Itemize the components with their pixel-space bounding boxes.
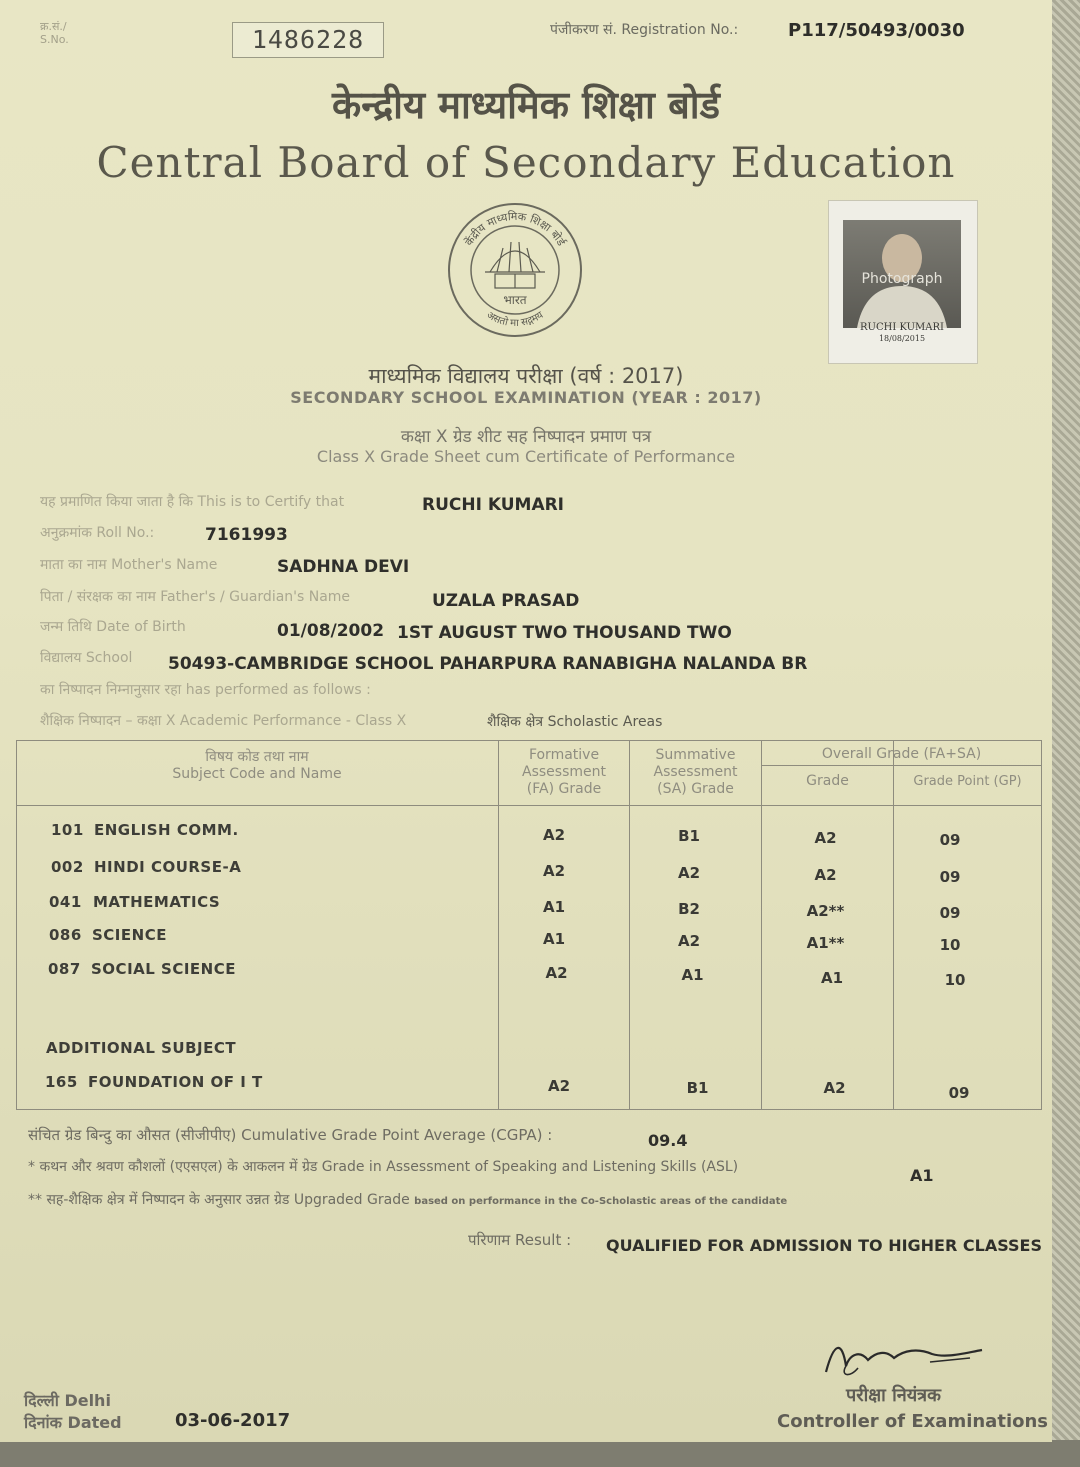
mother-name: SADHNA DEVI [277, 557, 410, 577]
table-row-fa: A1 [542, 898, 566, 916]
page-edge-border [1050, 0, 1080, 1467]
exam-title-english: SECONDARY SCHOOL EXAMINATION (YEAR : 2017) [290, 388, 762, 407]
table-row-grade: A2** [806, 902, 845, 920]
table-row-sa: B1 [686, 1079, 709, 1097]
table-row-sa: B1 [678, 827, 700, 845]
header-grade-point: Grade Point (GP) [913, 774, 1022, 789]
asl-grade: A1 [910, 1166, 934, 1185]
header-subject [97, 749, 417, 783]
upgraded-row [28, 1190, 787, 1209]
table-row-sa: B2 [678, 900, 700, 918]
header-fa-line3: (FA) Grade [526, 781, 602, 797]
table-row-code: 041 [49, 893, 82, 911]
controller-signature [820, 1332, 990, 1382]
table-row-gp: 09 [939, 904, 961, 922]
dob-value: 01/08/2002 [277, 621, 385, 641]
table-row-code: 101 [51, 821, 84, 839]
table-row-sa: A2 [677, 864, 701, 882]
table-row-fa: A2 [542, 862, 566, 880]
table-header-divider [17, 805, 1041, 806]
dated-row [24, 1411, 122, 1433]
cgpa-value: 09.4 [648, 1131, 688, 1150]
exam-title-hindi: माध्यमिक विद्यालय परीक्षा (वर्ष : 2017) [368, 364, 684, 388]
header-grade: Grade [806, 773, 849, 789]
dated-hindi: दिनांक [24, 1413, 62, 1432]
roll-number: 7161993 [205, 525, 288, 545]
school-label: विद्यालय School [40, 650, 133, 666]
emblem-center-text: भारत [503, 293, 527, 307]
table-row-gp: 10 [939, 936, 961, 954]
asl-label: कथन और श्रवण कौशलों (एएसएल) के आकलन में ग्रेड Grade in Assessment of Speaking and Listening Skills (ASL) [39, 1159, 739, 1175]
controller-hindi: परीक्षा नियंत्रक [846, 1385, 941, 1406]
header-sa-line3: (SA) Grade [657, 781, 734, 797]
issue-date: 03-06-2017 [175, 1410, 291, 1431]
table-row-fa: A2 [542, 826, 566, 844]
place-row [24, 1389, 111, 1411]
table-divider [761, 741, 762, 1109]
father-name: UZALA PRASAD [432, 591, 580, 611]
table-row-subject: SOCIAL SCIENCE [91, 960, 236, 978]
certificate-title-english: Class X Grade Sheet cum Certificate of Performance [316, 447, 736, 466]
emblem-top-text: केंद्रीय माध्यमिक शिक्षा बोर्ड [462, 209, 568, 249]
table-row-code: 086 [49, 926, 82, 944]
table-row-gp: 09 [939, 831, 961, 849]
cbse-emblem [445, 200, 585, 340]
result-label: परिणाम Result : [468, 1231, 572, 1249]
table-row-sa: A1 [681, 966, 704, 984]
header-subject-english: Subject Code and Name [172, 766, 342, 782]
dob-label: जन्म तिथि Date of Birth [40, 619, 186, 635]
place-english: Delhi [64, 1391, 111, 1410]
table-row-code: 165 [45, 1073, 78, 1091]
asl-mark: * [28, 1159, 35, 1175]
performed-label: का निष्पादन निम्नानुसार रहा has performed as follows : [40, 682, 371, 698]
candidate-name: RUCHI KUMARI [422, 495, 565, 515]
upgraded-note: based on performance in the Co-Scholastic areas of the candidate [414, 1196, 788, 1207]
table-row-subject: HINDI COURSE-A [94, 858, 242, 876]
table-row-subject: SCIENCE [92, 926, 167, 944]
table-row-subject: FOUNDATION OF I T [88, 1073, 263, 1091]
table-row-fa: A2 [545, 964, 568, 982]
header-sa [630, 747, 761, 798]
table-subheader-divider [761, 765, 1041, 766]
cgpa-label: संचित ग्रेड बिन्दु का औसत (सीजीपीए) Cumulative Grade Point Average (CGPA) : [28, 1126, 553, 1144]
header-fa [499, 747, 629, 798]
academic-label: शैक्षिक निष्पादन – कक्षा X Academic Performance - Class X [40, 713, 407, 729]
school-name: 50493-CAMBRIDGE SCHOOL PAHARPURA RANABIGHA NALANDA BR [168, 654, 808, 674]
controller-english: Controller of Examinations [777, 1411, 1049, 1432]
table-row-gp: 10 [944, 971, 966, 989]
registration-label: पंजीकरण सं. Registration No.: [550, 22, 739, 38]
table-row-grade: A2 [823, 1079, 846, 1097]
dated-english: Dated [67, 1413, 122, 1432]
asl-row [28, 1157, 738, 1176]
mother-label: माता का नाम Mother's Name [40, 557, 218, 573]
place-hindi: दिल्ली [24, 1391, 59, 1410]
table-row-grade: A2 [814, 866, 837, 884]
emblem-bottom-text: असतो मा सद्गमय [484, 309, 546, 330]
candidate-photo [843, 220, 961, 328]
scholastic-label: शैक्षिक क्षेत्र Scholastic Areas [487, 714, 663, 730]
serial-number: 1486228 [232, 22, 384, 58]
grades-table [16, 740, 1042, 1110]
serial-label-hi: क्र.सं./ [40, 20, 67, 33]
photo-name: RUCHI KUMARI [860, 322, 944, 333]
table-row-grade: A1** [806, 934, 845, 952]
registration-number: P117/50493/0030 [788, 20, 965, 41]
table-row-grade: A1 [820, 969, 844, 987]
header-sa-line2: Assessment [653, 764, 738, 780]
header-overall: Overall Grade (FA+SA) [821, 746, 982, 762]
header-subject-hindi: विषय कोड तथा नाम [205, 749, 309, 765]
table-row-grade: A2 [814, 829, 837, 847]
photo-date: 18/08/2015 [878, 334, 926, 343]
board-name-english: Central Board of Secondary Education [96, 138, 956, 187]
certify-label: यह प्रमाणित किया जाता है कि This is to Certify that [40, 494, 345, 510]
father-label: पिता / संरक्षक का नाम Father's / Guardian's Name [40, 589, 351, 605]
serial-label [40, 20, 69, 46]
table-row-gp: 09 [939, 868, 961, 886]
table-row-subject: ENGLISH COMM. [94, 821, 239, 839]
dob-words: 1ST AUGUST TWO THOUSAND TWO [397, 623, 732, 643]
table-divider [893, 741, 894, 1109]
header-sa-line1: Summative [655, 747, 736, 763]
board-name-hindi: केन्द्रीय माध्यमिक शिक्षा बोर्ड [332, 82, 720, 127]
background-strip [0, 1440, 1080, 1467]
table-row-fa: A2 [547, 1077, 571, 1095]
photo-caption [835, 322, 969, 344]
upgraded-label: सह-शैक्षिक क्षेत्र में निष्पादन के अनुसार उन्नत ग्रेड Upgraded Grade [46, 1192, 410, 1208]
photo-overlay-text: Photograph [861, 271, 943, 287]
upgraded-mark: ** [28, 1192, 42, 1208]
table-row-code: 087 [48, 960, 81, 978]
table-row-fa: A1 [542, 930, 566, 948]
table-row-sa: A2 [677, 932, 701, 950]
serial-label-en: S.No. [40, 33, 69, 46]
header-fa-line1: Formative [528, 747, 600, 763]
table-row-code: 002 [51, 858, 84, 876]
certificate-title-hindi: कक्षा X ग्रेड शीट सह निष्पादन प्रमाण पत्र [400, 427, 652, 447]
result-value: QUALIFIED FOR ADMISSION TO HIGHER CLASSES [606, 1236, 1042, 1255]
header-fa-line2: Assessment [522, 764, 606, 780]
table-row-subject: MATHEMATICS [93, 893, 221, 911]
person-silhouette [843, 220, 961, 328]
additional-subject-label: ADDITIONAL SUBJECT [46, 1039, 237, 1057]
table-row-gp: 09 [948, 1084, 970, 1102]
roll-label: अनुक्रमांक Roll No.: [40, 525, 155, 541]
